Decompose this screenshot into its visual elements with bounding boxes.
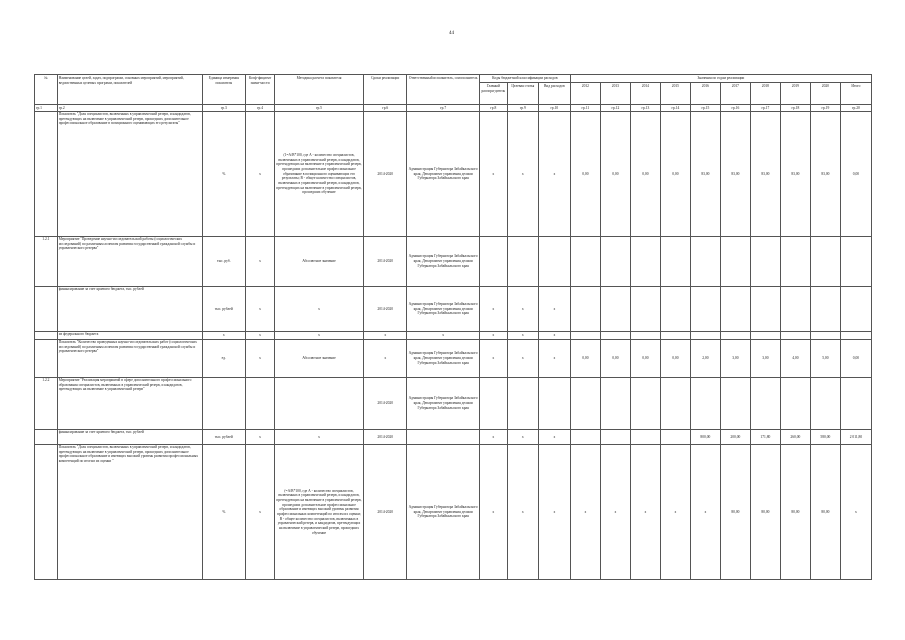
row-year-value: 83,00 (690, 112, 720, 237)
row-year-value: 3,00 (750, 340, 780, 378)
column-number: гр.8 (479, 105, 507, 112)
row-budget-section: x (507, 430, 538, 445)
row-year-value (660, 332, 690, 340)
row-coef: x (246, 237, 275, 287)
row-year-value: 0,00 (570, 340, 600, 378)
row-method: x (275, 430, 364, 445)
row-number: 1.2.1 (35, 237, 58, 287)
header-year: 2018 (750, 83, 780, 105)
column-number: гр.18 (780, 105, 810, 112)
row-budget-main: x (479, 112, 507, 237)
row-year-value: 83,00 (720, 112, 750, 237)
row-year-value: x (660, 445, 690, 580)
row-year-value: 0,00 (600, 340, 630, 378)
header-year: 2013 (600, 83, 630, 105)
row-unit: x (202, 332, 245, 340)
row-budget-main: x (479, 340, 507, 378)
column-number: гр.9 (507, 105, 538, 112)
row-period: 2014-2020 (363, 112, 406, 237)
row-year-value (720, 332, 750, 340)
column-number: гр.4 (246, 105, 275, 112)
row-budget-section: x (507, 332, 538, 340)
row-year-value (660, 378, 690, 430)
row-period: 2014-2020 (363, 378, 406, 430)
header-unit: Единица измерения показателя (202, 75, 245, 105)
row-budget-type: x (538, 287, 570, 332)
header-period: Сроки реализации (363, 75, 406, 105)
row-method: (1=А/В*100, где А - количество специалистов, включенных в управленческий резерв, и кандидатов, претендующих на включение в управленческий резерв, прошедших дополнительное профессиональное образование в позиционного оценивающих его результаты; В - общее количество специалистов, включенных в управленческий резерв, и кандидатов, претендующих на включение в управленческий резерв, прошедших обучение (275, 112, 364, 237)
header-budget-section: Целевая статья (507, 83, 538, 105)
row-year-value (750, 237, 780, 287)
row-year-value (570, 287, 600, 332)
row-name: финансирование за счет краевого бюджета, тыс. рублей (57, 430, 202, 445)
header-values-group: Значения по годам реализации (570, 75, 871, 83)
header-year: 2017 (720, 83, 750, 105)
row-budget-main: x (479, 445, 507, 580)
row-name: Мероприятие "Проведение научно-исследовательской работы (социологических исследований) по различным аспектам развития государственной гражданской службы и управленческого резерва" (57, 237, 202, 287)
row-coef: x (246, 340, 275, 378)
row-year-value: 260,00 (780, 430, 810, 445)
row-year-value (720, 378, 750, 430)
row-unit: тыс. руб. (202, 237, 245, 287)
row-year-value: 5,00 (810, 340, 840, 378)
row-year-value (600, 378, 630, 430)
row-year-value (690, 332, 720, 340)
row-total: 0,00 (840, 340, 871, 378)
row-method (275, 378, 364, 430)
header-year: 2020 (810, 83, 840, 105)
header-year: 2012 (570, 83, 600, 105)
row-year-value: 580,00 (810, 430, 840, 445)
header-name: Наименование целей, задач, подпрограмм, основных мероприятий, мероприятий, ведомственных целевых программ, показателей (57, 75, 202, 105)
row-year-value (600, 332, 630, 340)
row-budget-type: x (538, 430, 570, 445)
row-budget-type: x (538, 445, 570, 580)
row-responsible (407, 430, 479, 445)
header-budget-type: Вид расходов (538, 83, 570, 105)
row-year-value (810, 237, 840, 287)
column-number: гр.6 (363, 105, 406, 112)
row-year-value (660, 430, 690, 445)
row-responsible: Администрация Губернатора Забайкальского края, Департамент управления делами Губернатора Забайкальского края (407, 237, 479, 287)
row-budget-section: x (507, 112, 538, 237)
column-number: гр.1 (35, 105, 58, 112)
header-year: 2016 (690, 83, 720, 105)
row-name: из федерального бюджета (57, 332, 202, 340)
row-budget-main: x (479, 430, 507, 445)
row-period: x (363, 332, 406, 340)
header-num: № (35, 75, 58, 105)
row-year-value: 83,00 (780, 112, 810, 237)
row-total (840, 237, 871, 287)
row-total: 2 011,80 (840, 430, 871, 445)
row-period: 2014-2020 (363, 287, 406, 332)
row-name: Мероприятие "Реализация мероприятий в сфере дополнительного профессионального образования специалистов, включенных в управленческий резерв, и кандидатов, претендующих на включение в управленческий резерв" (57, 378, 202, 430)
column-number: гр.15 (690, 105, 720, 112)
row-unit: ед. (202, 340, 245, 378)
row-name: Показатель "Доля специалистов, включенных в управленческий резерв, и кандидатов, претендующих на включение в управленческий резерв, прошедших дополнительное профессиональное образование в позиционного оценивающих его результаты" (57, 112, 202, 237)
header-total: Итого (840, 83, 871, 105)
column-number: гр.14 (660, 105, 690, 112)
row-budget-type: x (538, 340, 570, 378)
row-year-value (690, 237, 720, 287)
row-total (840, 332, 871, 340)
row-coef: x (246, 430, 275, 445)
row-coef: x (246, 445, 275, 580)
row-budget-main (479, 237, 507, 287)
row-year-value (780, 237, 810, 287)
row-number (35, 112, 58, 237)
column-number: гр.19 (810, 105, 840, 112)
row-method: x (275, 287, 364, 332)
row-year-value: 0,00 (570, 112, 600, 237)
row-budget-main (479, 378, 507, 430)
row-year-value (630, 332, 660, 340)
table-row (35, 112, 872, 237)
row-budget-type: x (538, 112, 570, 237)
row-budget-section: x (507, 445, 538, 580)
column-number: гр.7 (407, 105, 479, 112)
page-number: 44 (449, 31, 454, 36)
column-number: гр.17 (750, 105, 780, 112)
column-number: гр.16 (720, 105, 750, 112)
header-year: 2019 (780, 83, 810, 105)
row-budget-section: x (507, 287, 538, 332)
row-total: 0,00 (840, 112, 871, 237)
row-year-value: 80,00 (810, 445, 840, 580)
row-responsible: Администрация Губернатора Забайкальского края, Департамент управления делами Губернатора Забайкальского края (407, 340, 479, 378)
row-year-value (660, 287, 690, 332)
row-year-value (810, 378, 840, 430)
table-row (35, 340, 872, 378)
row-year-value (750, 287, 780, 332)
header-year: 2014 (630, 83, 660, 105)
row-budget-type: x (538, 332, 570, 340)
row-year-value (690, 378, 720, 430)
column-number: гр.3 (202, 105, 245, 112)
row-year-value: 3,00 (720, 340, 750, 378)
row-name: Показатель "Доля специалистов, включенных в управленческий резерв, и кандидатов, претендующих на включение в управленческий резерв, прошедших дополнительное профессиональное образование и имеющих высокий уровень развития профессиональных компетенций по итогам их оценки " (57, 445, 202, 580)
table-row (35, 445, 872, 580)
row-year-value: 80,00 (750, 445, 780, 580)
column-number: гр.5 (275, 105, 364, 112)
table-row (35, 430, 872, 445)
row-coef: x (246, 287, 275, 332)
row-year-value: x (570, 445, 600, 580)
row-year-value (750, 332, 780, 340)
row-year-value: 171,80 (750, 430, 780, 445)
row-year-value (600, 287, 630, 332)
row-budget-section: x (507, 340, 538, 378)
row-year-value (570, 237, 600, 287)
row-year-value (600, 430, 630, 445)
column-number: гр.13 (630, 105, 660, 112)
column-number-row (35, 105, 872, 112)
row-year-value: 0,00 (600, 112, 630, 237)
row-unit (202, 378, 245, 430)
row-budget-main: x (479, 287, 507, 332)
row-responsible: x (407, 332, 479, 340)
row-year-value (690, 287, 720, 332)
row-year-value (630, 378, 660, 430)
row-method: Абсолютное значение (275, 340, 364, 378)
header-year: 2015 (660, 83, 690, 105)
table-row (35, 332, 872, 340)
row-budget-section (507, 237, 538, 287)
row-responsible: Администрация Губернатора Забайкальского края, Департамент управления делами Губернатора Забайкальского края (407, 287, 479, 332)
row-responsible: Администрация Губернатора Забайкальского края, Департамент управления делами Губернатора Забайкальского края (407, 112, 479, 237)
column-number: гр.20 (840, 105, 871, 112)
row-year-value (720, 287, 750, 332)
row-year-value: 0,00 (660, 340, 690, 378)
row-year-value: 83,00 (810, 112, 840, 237)
row-period: x (363, 340, 406, 378)
row-number (35, 445, 58, 580)
column-number: гр.2 (57, 105, 202, 112)
table-row (35, 237, 872, 287)
row-unit: % (202, 445, 245, 580)
row-budget-main: x (479, 332, 507, 340)
table-row (35, 378, 872, 430)
row-year-value: 4,00 (780, 340, 810, 378)
header-responsible: Ответственный исполнитель, соисполнитель (407, 75, 479, 105)
row-total (840, 287, 871, 332)
row-year-value: 80,00 (780, 445, 810, 580)
row-year-value (720, 237, 750, 287)
row-year-value: x (600, 445, 630, 580)
row-year-value (570, 430, 600, 445)
row-year-value: 0,00 (630, 112, 660, 237)
row-responsible: Администрация Губернатора Забайкальского края, Департамент управления делами Губернатора Забайкальского края (407, 445, 479, 580)
row-number (35, 287, 58, 332)
row-number (35, 430, 58, 445)
row-method: Абсолютное значение (275, 237, 364, 287)
row-budget-section (507, 378, 538, 430)
row-year-value (630, 237, 660, 287)
program-table (34, 74, 872, 580)
row-unit: тыс. рублей (202, 287, 245, 332)
column-number: гр.11 (570, 105, 600, 112)
row-year-value (810, 287, 840, 332)
row-budget-type (538, 378, 570, 430)
row-coef: x (246, 332, 275, 340)
row-year-value (630, 287, 660, 332)
row-year-value (750, 378, 780, 430)
row-year-value (810, 332, 840, 340)
row-year-value: 0,00 (630, 340, 660, 378)
row-total: x (840, 445, 871, 580)
row-unit: тыс. рублей (202, 430, 245, 445)
row-period: 2014-2020 (363, 430, 406, 445)
row-year-value: 2,00 (690, 340, 720, 378)
row-name: финансирование за счет краевого бюджета, тыс. рублей (57, 287, 202, 332)
row-year-value (780, 287, 810, 332)
row-year-value: x (630, 445, 660, 580)
column-number: гр.10 (538, 105, 570, 112)
row-year-value: 0,00 (660, 112, 690, 237)
row-method: x (275, 332, 364, 340)
row-method: (=А/В*100, где А - количество специалистов, включенных в управленческий резерв, и кандидатов, претендующих на включение в управленческий резерв, прошедших дополнительное профессиональное образование и имеющих высокий уровень развития профессиональных компетенций по итогам их оценки; В - общее количество специалистов, включенных в управленческий резерв, и кандидатов, претендующих на включение в управленческий резерв, прошедших обучение (275, 445, 364, 580)
row-year-value (780, 378, 810, 430)
column-number: гр.12 (600, 105, 630, 112)
row-unit: % (202, 112, 245, 237)
row-year-value (600, 237, 630, 287)
row-year-value (780, 332, 810, 340)
table-row (35, 287, 872, 332)
row-number (35, 340, 58, 378)
row-responsible: Администрация Губернатора Забайкальского края, Департамент управления делами Губернатора Забайкальского края (407, 378, 479, 430)
row-year-value: x (690, 445, 720, 580)
row-year-value (570, 332, 600, 340)
header-method: Методика расчета показателя (275, 75, 364, 105)
row-year-value: 83,00 (750, 112, 780, 237)
row-number: 1.2.2 (35, 378, 58, 430)
row-coef: x (246, 112, 275, 237)
row-period: 2014-2020 (363, 237, 406, 287)
header-coef: Коэф-фициент значи-мости (246, 75, 275, 105)
row-name: Показатель "Количество проведенных научно-исследовательских работ (социологических исследований) по различным аспектам развития государственной гражданской службы и управленческого резерва" (57, 340, 202, 378)
row-year-value: 200,00 (720, 430, 750, 445)
row-total (840, 378, 871, 430)
row-coef (246, 378, 275, 430)
table-body (35, 112, 872, 580)
row-number (35, 332, 58, 340)
row-year-value (630, 430, 660, 445)
row-year-value (660, 237, 690, 287)
header-budget-main: Главный распоря-дитель (479, 83, 507, 105)
row-period: 2014-2020 (363, 445, 406, 580)
row-budget-type (538, 237, 570, 287)
header-budget-group: Коды бюджетной классификации расходов (479, 75, 570, 83)
row-year-value (570, 378, 600, 430)
row-year-value: 80,00 (720, 445, 750, 580)
row-year-value: 800,00 (690, 430, 720, 445)
